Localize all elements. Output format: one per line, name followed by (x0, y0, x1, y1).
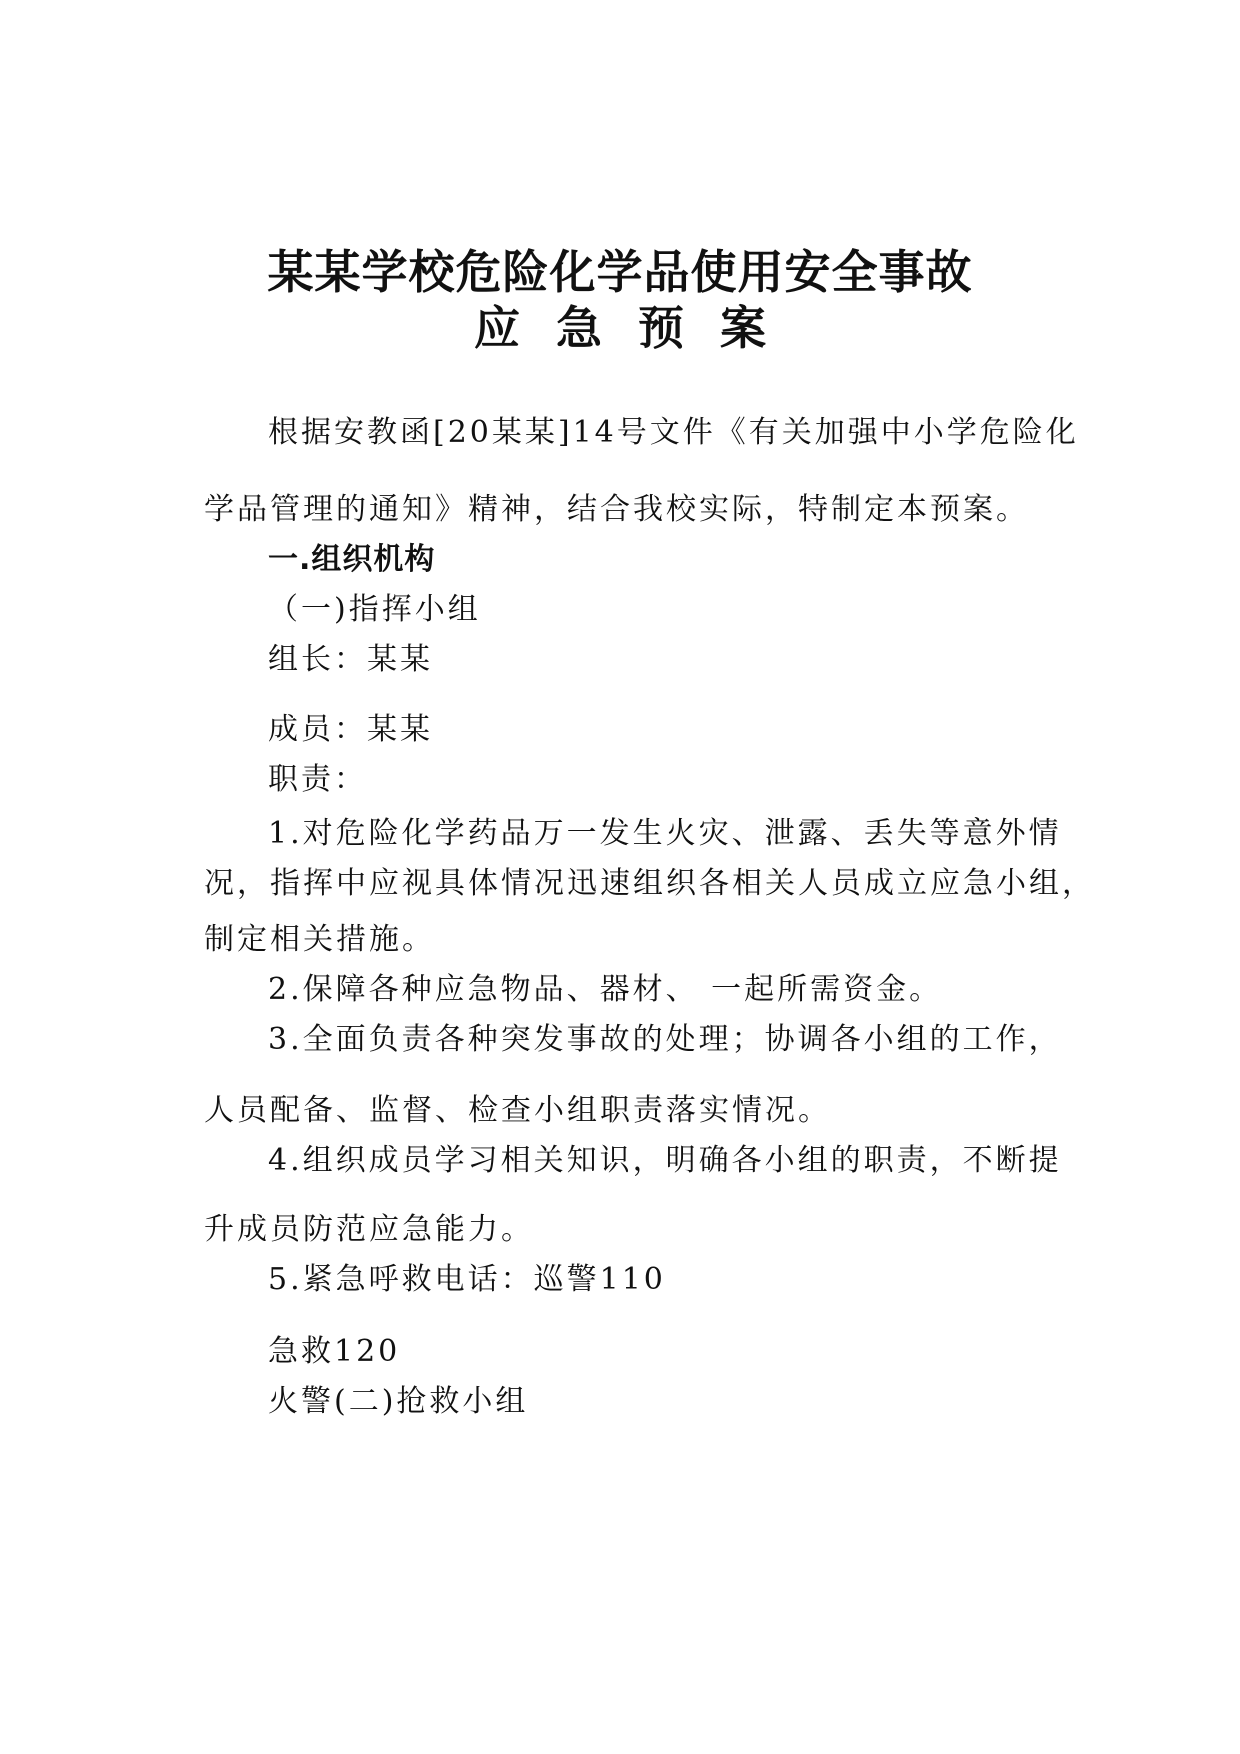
duty-3-line-1: 3.全面负责各种突发事故的处理；协调各小组的工作， (268, 1022, 1062, 1057)
duties-label: 职责： (268, 762, 367, 797)
fire-phone-and-rescue-group: 火警(二)抢救小组 (268, 1384, 529, 1419)
intro-paragraph-line-1: 根据安教函[20某某]14号文件《有关加强中小学危险化 (268, 415, 1079, 450)
duty-5-emergency-phone: 5.紧急呼救电话：巡警110 (268, 1262, 666, 1297)
duty-4-line-1: 4.组织成员学习相关知识，明确各小组的职责，不断提 (268, 1143, 1062, 1178)
document-subtitle: 应急预案 (474, 301, 802, 355)
duty-1-line-1: 1.对危险化学药品万一发生火灾、泄露、丢失等意外情 (268, 816, 1062, 851)
duty-1-line-2: 况，指挥中应视具体情况迅速组织各相关人员成立应急小组， (204, 866, 1095, 901)
subsection-command-group: （一)指挥小组 (268, 592, 481, 627)
duty-4-line-2: 升成员防范应急能力。 (204, 1212, 534, 1247)
duty-2-line: 2.保障各种应急物品、器材、 一起所需资金。 (268, 972, 943, 1007)
first-aid-phone: 急救120 (268, 1334, 401, 1369)
duty-3-line-2: 人员配备、监督、检查小组职责落实情况。 (204, 1093, 831, 1128)
intro-paragraph-line-2: 学品管理的通知》精神，结合我校实际，特制定本预案。 (204, 492, 1029, 527)
group-members-line: 成员：某某 (268, 712, 433, 747)
section-heading-organization: 一.组织机构 (268, 542, 436, 577)
group-leader-line: 组长：某某 (268, 642, 433, 677)
duty-1-line-3: 制定相关措施。 (204, 922, 435, 957)
document-title: 某某学校危险化学品使用安全事故 (267, 245, 973, 299)
